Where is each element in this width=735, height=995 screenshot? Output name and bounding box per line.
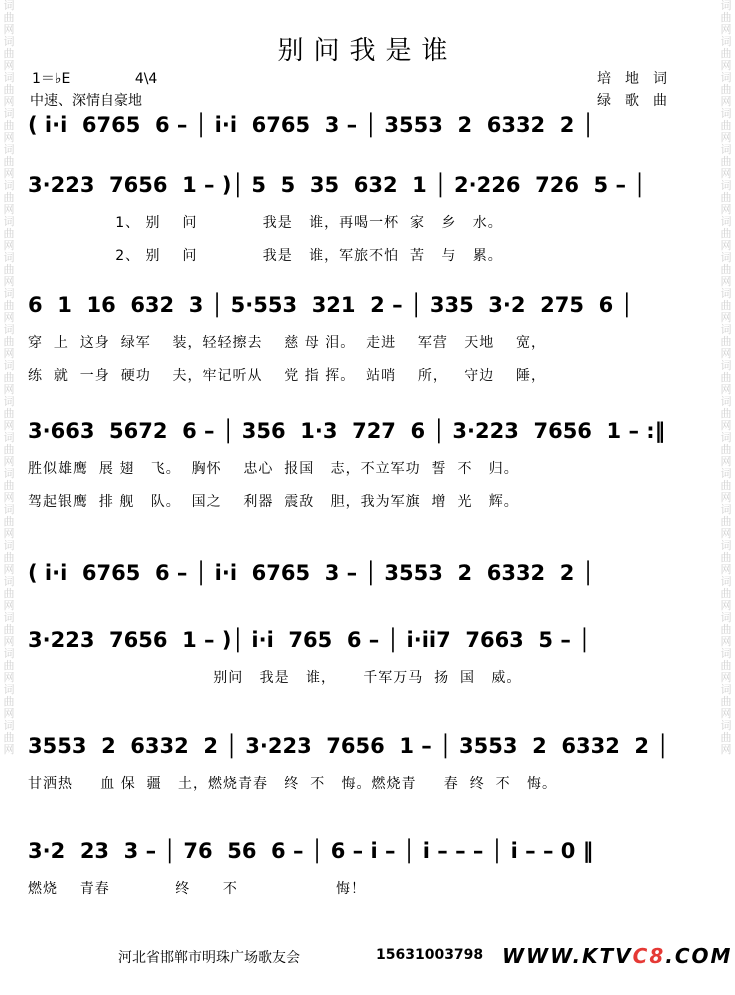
lyric-line: 甘洒热 血 保 疆 土，燃烧青春 终 不 悔。燃烧青 春 终 不 悔。	[28, 776, 557, 792]
lyricist-credit: 培地词	[597, 71, 681, 87]
key-label: 1＝♭E	[32, 71, 71, 87]
watermark-right: 词曲网词曲网词曲网词曲网词曲网词曲网词曲网词曲网词曲网词曲网词曲网词曲网词曲网词曲网词曲网词曲网词曲网词曲网词曲网词曲网词曲网	[720, 0, 732, 756]
song-title: 别问我是谁	[277, 36, 458, 66]
time-signature: 4\4	[134, 71, 158, 87]
watermark-left: 词曲网词曲网词曲网词曲网词曲网词曲网词曲网词曲网词曲网词曲网词曲网词曲网词曲网词曲网词曲网词曲网词曲网词曲网词曲网词曲网词曲网	[3, 0, 15, 756]
footer-location: 河北省邯郸市明珠广场歌友会	[118, 950, 300, 966]
notation-line: 3·223 7656 1 – )│ 5 5 35 632 1 │ 2·226 726 5 – │	[28, 173, 646, 197]
notation-line: 3·2 23 3 – │ 76 56 6 – │ 6 – i – │ i – – – │ i – – 0 ‖	[28, 839, 594, 863]
lyric-line: 1、 别 问 我是 谁，再喝一杯 家 乡 水。	[28, 215, 503, 231]
composer-credit: 绿歌曲	[597, 93, 681, 109]
notation-line: 3·663 5672 6 – │ 356 1·3 727 6 │ 3·223 7656 1 – :‖	[28, 419, 666, 443]
lyric-line: 2、 别 问 我是 谁，军旅不怕 苦 与 累。	[28, 248, 503, 264]
key-signature	[32, 68, 157, 88]
lyric-line: 别问 我是 谁， 千军万马 扬 国 威。	[28, 670, 522, 686]
lyric-line: 穿 上 这身 绿军 装，轻轻擦去 慈 母 泪。 走进 军营 天地 宽，	[28, 335, 547, 351]
site-accent-text: C8	[632, 944, 666, 968]
lyric-line: 练 就 一身 硬功 夫，牢记听从 党 指 挥。 站哨 所， 守边 陲，	[28, 368, 547, 384]
notation-line: 3·223 7656 1 – )│ i·i 765 6 – │ i·ii7 7663 5 – │	[28, 628, 591, 652]
notation-line: ( i·i 6765 6 – │ i·i 6765 3 – │ 3553 2 6332 2 │	[28, 113, 595, 137]
lyric-line: 燃烧 青春 终 不 悔！	[28, 881, 367, 897]
footer-site-link[interactable]: WWW.KTVC8.COM	[502, 944, 733, 968]
notation-line: 3553 2 6332 2 │ 3·223 7656 1 – │ 3553 2 6332 2 │	[28, 734, 669, 758]
notation-line: ( i·i 6765 6 – │ i·i 6765 3 – │ 3553 2 6332 2 │	[28, 561, 595, 585]
notation-line: 6 1 16 632 3 │ 5·553 321 2 – │ 335 3·2 275 6 │	[28, 293, 634, 317]
footer-phone: 15631003798	[376, 947, 484, 963]
lyric-line: 胜似雄鹰 展 翅 飞。 胸怀 忠心 报国 志，不立军功 誓 不 归。	[28, 461, 519, 477]
lyric-line: 驾起银鹰 排 舰 队。 国之 利器 震敌 胆，我为军旗 增 光 辉。	[28, 494, 519, 510]
tempo-marking: 中速、深情自豪地	[30, 93, 142, 109]
